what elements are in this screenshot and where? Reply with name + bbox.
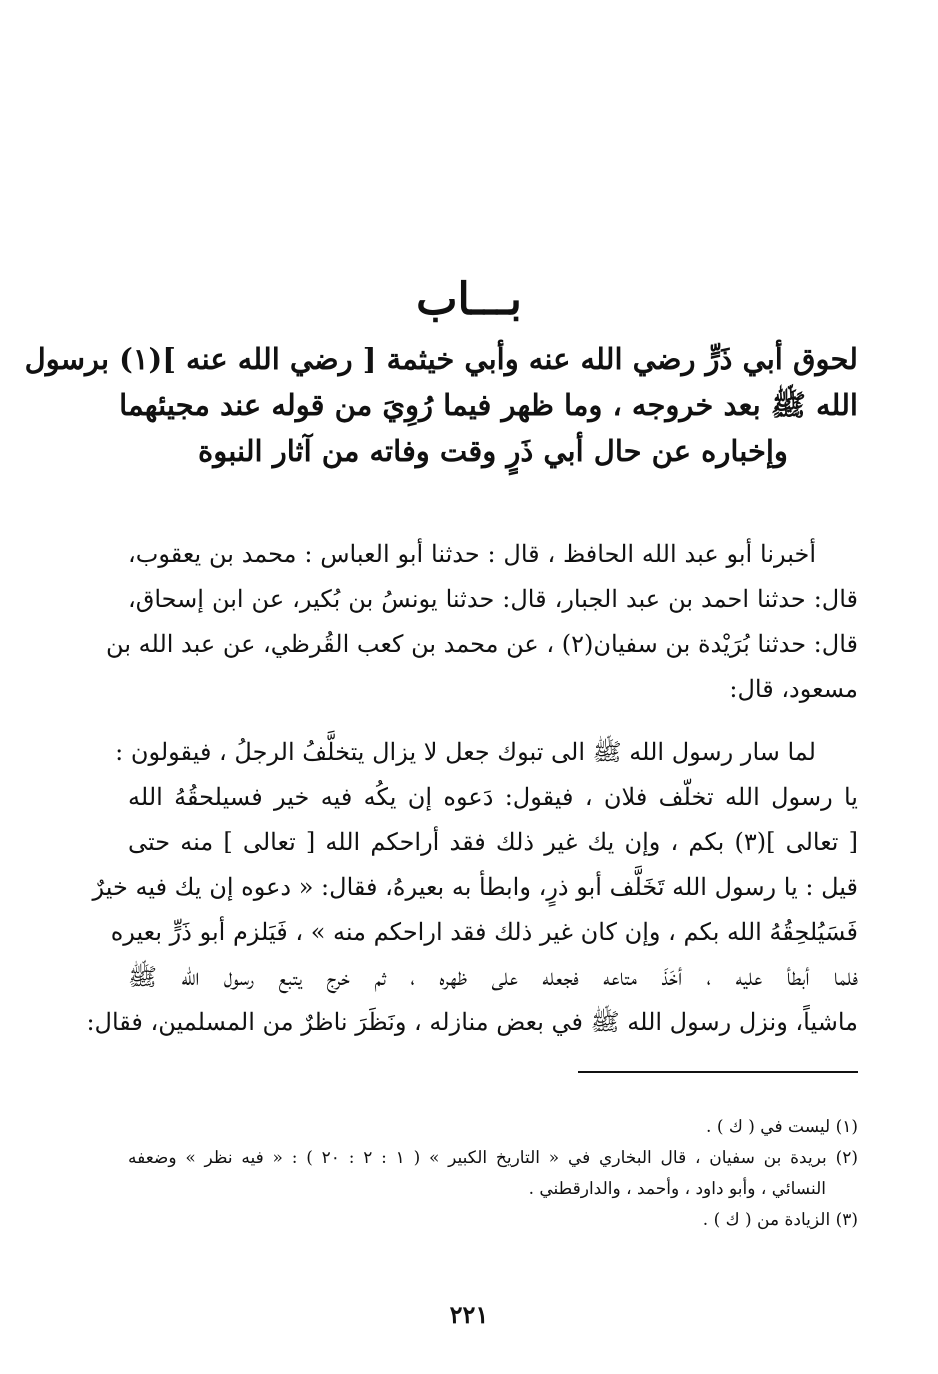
title-line: الله ﷺ بعد خروجه ، وما ظهر فيما رُوِيَ من قوله عند مجيئهما [119,388,858,422]
paragraph-line: ماشياً، ونزل رسول الله ﷺ في بعض منازله ، ونَظَرَ ناظرٌ من المسلمين، فقال: [86,1008,858,1036]
footnotes [128,1112,858,1236]
paragraph-line: فَسَيُلحِقُهُ الله بكم ، وإن كان غير ذلك فقد اراحكم منه » ، فَيَلزم أبو ذَرٍّ بعيره [110,918,858,946]
page-number: ٢٢١ [449,1300,489,1329]
paragraph-line: لما سار رسول الله ﷺ الى تبوك جعل لا يزال يتخلَّفُ الرجلُ ، فيقولون : [115,738,816,766]
paragraph-line: مسعود، قال: [729,675,858,703]
chapter-title [24,336,858,474]
paragraph-line: [ تعالى ](٣) بكم ، وإن يك غير ذلك فقد أراحكم الله [ تعالى ] منه حتى [128,828,858,856]
paragraph-line: قيل : يا رسول الله تَخَلَّف أبو ذرٍ، وابطأ به بعيرهُ، فقال: « دعوه إن يك فيه خيرٌ [92,873,858,901]
paragraph-line: فلما أبطأ عليه ، أخَذَ متاعه فجعله على ظهره ، ثم خرج يتبع رسول الله ﷺ [128,963,858,991]
isnad-paragraph [106,532,859,712]
paragraph-line: أخبرنا أبو عبد الله الحافظ ، قال : حدثنا أبو العباس : محمد بن يعقوب، [128,540,816,568]
title-line: وإخباره عن حال أبي ذَرٍ وقت وفاته من آثار النبوة [198,434,788,468]
footnote-1: (١) ليست في ( ك ) . [706,1117,858,1137]
footnote-divider [578,1071,858,1073]
footnote-3: (٣) الزيادة من ( ك ) . [702,1210,858,1230]
paragraph-line: يا رسول الله تخلّف فلان ، فيقول: دَعوه إن يكُه فيه خير فسيلحقُهُ الله [128,783,858,811]
footnote-2: (٢) بريدة بن سفيان ، قال البخاري في « التاريخ الكبير » ( ١ : ٢ : ٢٠ ) : « فيه نظر » وضعفه [128,1148,858,1168]
footnote-2-continued: النسائي ، وأبو داود ، وأحمد ، والدارقطني . [528,1179,826,1199]
title-line: لحوق أبي ذَرٍّ رضي الله عنه وأبي خيثمة [ رضي الله عنه ](١) برسول [24,342,858,376]
narration-paragraph [86,730,858,1045]
paragraph-line: قال: حدثنا بُرَيْدة بن سفيان(٢) ، عن محمد بن كعب القُرظي، عن عبد الله بن [106,630,858,658]
chapter-heading: بـــاب [416,274,522,325]
paragraph-line: قال: حدثنا احمد بن عبد الجبار، قال: حدثنا يونسُ بن بُكير، عن ابن إسحاق، [128,585,859,613]
